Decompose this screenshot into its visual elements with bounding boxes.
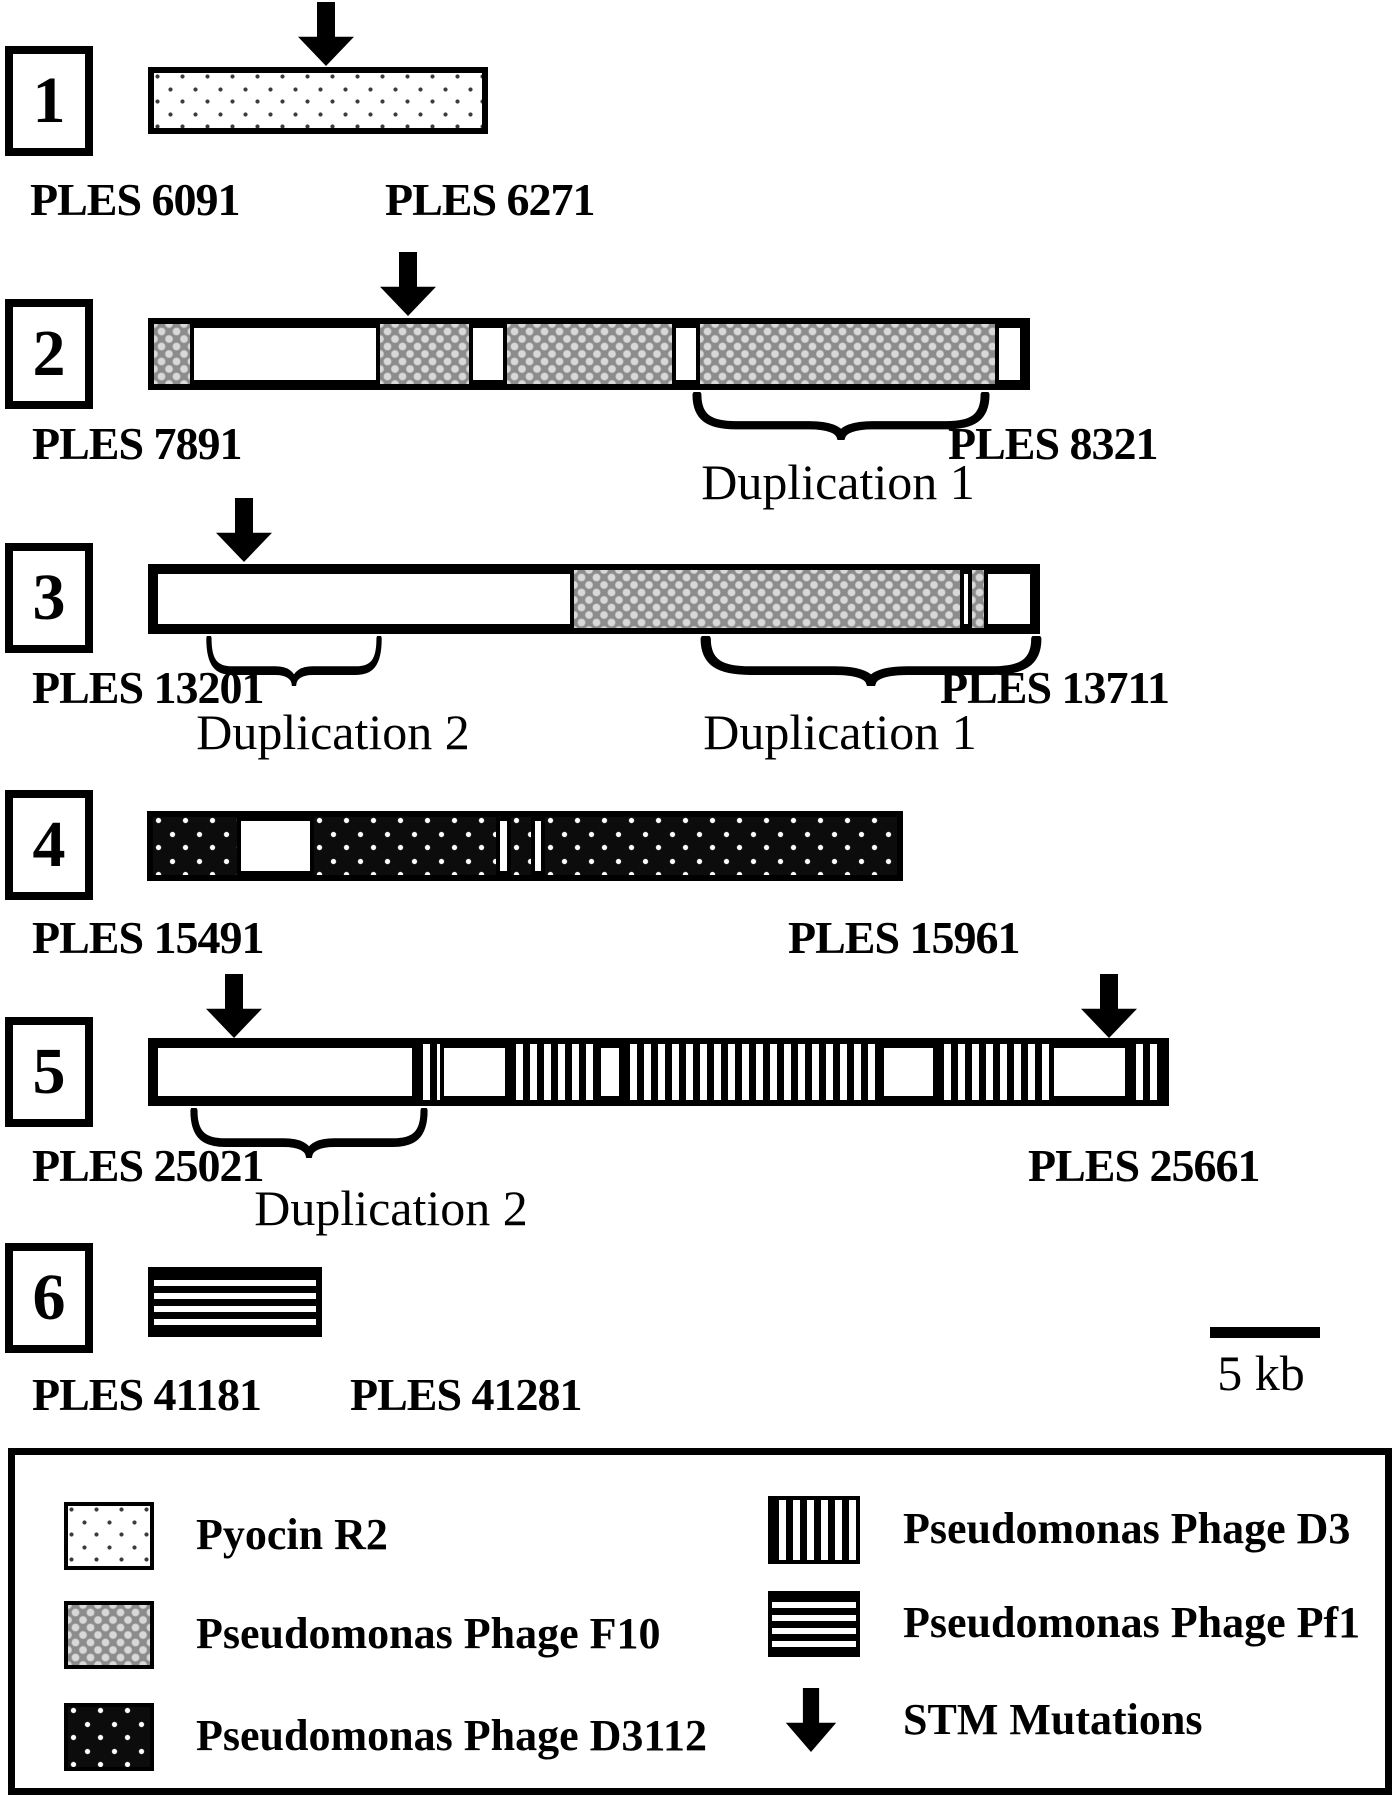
scale-bar-line [1210, 1327, 1320, 1338]
legend-label: Pseudomonas Phage D3112 [196, 1711, 707, 1760]
bar-segment-white [154, 1044, 416, 1100]
bar-segment-vstripes [937, 1044, 1050, 1100]
row-number-box-4: 4 [5, 790, 93, 900]
bar-segment-vstripes [1129, 1044, 1163, 1100]
scale-bar-label: 5 kb [1217, 1345, 1305, 1401]
stm-mutation-arrow-icon [1079, 974, 1139, 1038]
bar-segment-white [672, 324, 700, 384]
bar-segment-white [984, 570, 1034, 628]
duplication-label: Duplication 2 [196, 704, 470, 760]
legend-swatch-vstripes [768, 1496, 860, 1564]
duplication-brace-icon [692, 392, 990, 440]
row-number-box-5: 5 [5, 1017, 93, 1127]
bar-segment-white [496, 817, 511, 875]
legend-swatch-hatch [64, 1601, 154, 1669]
bar-segment-white [880, 1044, 937, 1100]
bar-segment-vstripes [509, 1044, 597, 1100]
bar-segment-white [960, 570, 972, 628]
locus-label: PLES 41281 [350, 1369, 582, 1420]
locus-label: PLES 25661 [1028, 1140, 1260, 1191]
locus-label: PLES 15491 [32, 912, 264, 963]
stm-mutation-arrow-icon [378, 252, 438, 316]
bar-segment-dots-dark [153, 817, 237, 875]
bar-segment-white [1050, 1044, 1129, 1100]
genomic-region-bar-3 [148, 564, 1040, 634]
genomic-region-bar-1 [148, 67, 488, 134]
genomic-region-bar-5 [148, 1038, 1169, 1106]
duplication-label: Duplication 1 [701, 454, 975, 510]
bar-segment-hatch [380, 324, 469, 384]
stm-mutation-arrow-icon [784, 1688, 838, 1752]
bar-segment-hatch [154, 324, 190, 384]
genomic-region-bar-2 [148, 318, 1030, 390]
bar-segment-vstripes [416, 1044, 440, 1100]
legend-label: Pseudomonas Phage Pf1 [903, 1598, 1361, 1647]
locus-label: PLES 25021 [32, 1140, 264, 1191]
legend-label: Pyocin R2 [196, 1510, 388, 1559]
legend-label: Pseudomonas Phage F10 [196, 1609, 661, 1658]
genomic-region-bar-4 [147, 811, 903, 881]
duplication-label: Duplication 1 [703, 704, 977, 760]
bar-segment-hatch [574, 570, 960, 628]
duplication-label: Duplication 2 [254, 1180, 528, 1236]
stm-mutation-arrow-icon [204, 974, 264, 1038]
bar-segment-white [531, 817, 545, 875]
locus-label: PLES 6091 [30, 174, 240, 225]
locus-label: PLES 15961 [788, 912, 1020, 963]
row-number-box-3: 3 [5, 543, 93, 653]
bar-segment-hatch [700, 324, 995, 384]
bar-segment-white [995, 324, 1024, 384]
row-number-box-6: 6 [5, 1243, 93, 1353]
legend-swatch-dots-light [64, 1502, 154, 1570]
locus-label: PLES 7891 [32, 418, 242, 469]
bar-segment-white [440, 1044, 509, 1100]
bar-segment-white [154, 570, 574, 628]
bar-segment-dots-dark [545, 817, 897, 875]
bar-segment-hatch [972, 570, 984, 628]
stm-mutation-arrow-icon [296, 2, 356, 66]
locus-label: PLES 6271 [385, 174, 595, 225]
locus-label: PLES 8321 [948, 418, 1158, 469]
locus-label: PLES 41181 [32, 1369, 262, 1420]
bar-segment-hatch [507, 324, 672, 384]
bar-segment-white [190, 324, 380, 384]
row-number-box-2: 2 [5, 299, 93, 409]
legend-label: Pseudomonas Phage D3 [903, 1504, 1351, 1553]
bar-segment-dots-dark [511, 817, 531, 875]
row-number-box-1: 1 [5, 46, 93, 156]
locus-label: PLES 13711 [940, 662, 1170, 713]
bar-segment-white [469, 324, 507, 384]
bar-segment-white [597, 1044, 623, 1100]
legend-swatch-dots-dark [64, 1703, 154, 1771]
bar-segment-white [237, 817, 314, 875]
locus-label: PLES 13201 [32, 662, 264, 713]
bar-segment-dots-dark [314, 817, 496, 875]
bar-segment-dots-light [154, 73, 482, 128]
stm-mutation-arrow-icon [214, 498, 274, 562]
genomic-region-bar-6 [148, 1267, 322, 1337]
legend-label: STM Mutations [903, 1695, 1203, 1744]
bar-segment-hstripes [154, 1273, 316, 1331]
bar-segment-vstripes [623, 1044, 880, 1100]
legend-swatch-hstripes [768, 1591, 860, 1657]
